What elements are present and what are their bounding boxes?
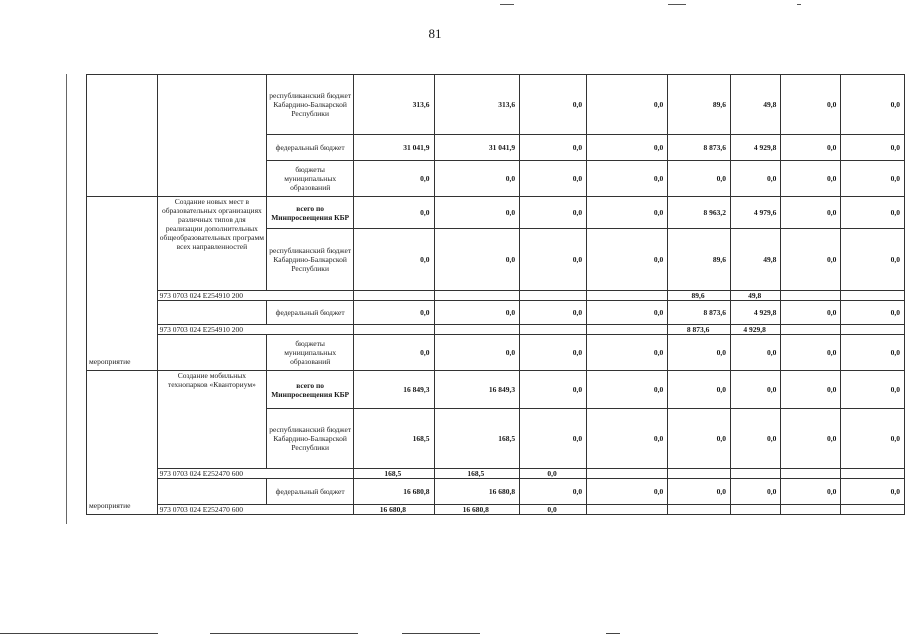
value-cell: 0,0 [841,371,905,409]
value-cell: 0,0 [781,371,841,409]
activity-label: мероприятие [87,197,158,371]
value-cell: 4 929,8 [730,301,780,325]
value-cell: 0,0 [520,161,587,197]
value-cell: 0,0 [520,229,587,291]
value-cell: 168,5 [434,469,520,479]
value-cell: 0,0 [841,197,905,229]
value-cell: 0,0 [781,75,841,135]
bottom-scan-line [402,633,480,634]
value-cell: 0,0 [781,161,841,197]
empty-cell [587,325,668,335]
value-cell: 0,0 [587,135,668,161]
value-cell: 0,0 [434,301,520,325]
page-number: 81 [428,26,442,41]
value-cell: 0,0 [781,135,841,161]
activity-label: мероприятие [87,371,158,515]
value-cell: 0,0 [781,301,841,325]
value-cell: 16 849,3 [354,371,434,409]
value-cell: 0,0 [354,161,434,197]
funding-source: республиканский бюджет Кабардино-Балкарской Республики [267,409,354,469]
value-cell: 0,0 [587,479,668,505]
value-cell: 0,0 [520,505,587,515]
funding-source: федеральный бюджет [267,301,354,325]
value-cell: 0,0 [841,335,905,371]
value-cell: 0,0 [520,479,587,505]
value-cell: 0,0 [520,197,587,229]
empty-cell [781,505,841,515]
value-cell: 0,0 [668,371,731,409]
value-cell: 89,6 [668,291,731,301]
empty-cell [668,505,731,515]
empty-cell [434,325,520,335]
activity-cell [87,75,158,197]
value-cell: 16 849,3 [434,371,520,409]
value-cell: 0,0 [354,301,434,325]
description-cell [157,75,266,197]
value-cell: 0,0 [841,409,905,469]
empty-cell [157,335,266,371]
value-cell: 0,0 [520,335,587,371]
funding-source: бюджеты муниципальных образований [267,161,354,197]
table-row [87,75,905,135]
empty-cell [354,291,434,301]
value-cell: 0,0 [520,371,587,409]
table-row [87,325,905,335]
funding-source: республиканский бюджет Кабардино-Балкарской Республики [267,75,354,135]
budget-code: 973 0703 024 E252470 600 [157,505,354,515]
value-cell: 0,0 [668,161,731,197]
value-cell: 0,0 [841,479,905,505]
top-scan-mark [500,4,514,5]
empty-cell [157,479,266,505]
value-cell: 168,5 [354,409,434,469]
top-scan-mark [797,4,801,5]
value-cell: 0,0 [354,197,434,229]
value-cell: 0,0 [587,197,668,229]
empty-cell [354,325,434,335]
table-row [87,301,905,325]
funding-source: федеральный бюджет [267,479,354,505]
value-cell: 0,0 [781,479,841,505]
empty-cell [841,291,905,301]
bottom-scan-line [0,633,158,634]
empty-cell [781,291,841,301]
value-cell: 0,0 [587,335,668,371]
value-cell: 0,0 [668,409,731,469]
value-cell: 31 041,9 [354,135,434,161]
empty-cell [668,469,731,479]
empty-cell [781,469,841,479]
empty-cell [520,325,587,335]
table-row [87,469,905,479]
value-cell: 4 929,8 [730,325,780,335]
budget-code: 973 0703 024 E252470 600 [157,469,354,479]
funding-source: всего по Минпросвещения КБР [267,197,354,229]
value-cell: 0,0 [730,371,780,409]
value-cell: 0,0 [841,229,905,291]
activity-description: Создание мобильных технопарков «Кванториум» [157,371,266,469]
value-cell: 0,0 [587,229,668,291]
value-cell: 0,0 [781,409,841,469]
value-cell: 0,0 [841,301,905,325]
value-cell: 0,0 [434,161,520,197]
value-cell: 0,0 [587,161,668,197]
empty-cell [587,291,668,301]
value-cell: 49,8 [730,75,780,135]
value-cell: 0,0 [587,409,668,469]
empty-cell [841,469,905,479]
value-cell: 49,8 [730,229,780,291]
value-cell: 89,6 [668,75,731,135]
value-cell: 0,0 [730,409,780,469]
value-cell: 31 041,9 [434,135,520,161]
value-cell: 313,6 [354,75,434,135]
table-row [87,371,905,409]
empty-cell [841,325,905,335]
value-cell: 8 873,6 [668,301,731,325]
value-cell: 16 680,8 [434,505,520,515]
value-cell: 0,0 [587,75,668,135]
value-cell: 0,0 [520,469,587,479]
value-cell: 0,0 [730,479,780,505]
table-row [87,505,905,515]
table-row [87,479,905,505]
empty-cell [587,505,668,515]
value-cell: 0,0 [841,161,905,197]
value-cell: 8 963,2 [668,197,731,229]
empty-cell [157,301,266,325]
value-cell: 313,6 [434,75,520,135]
value-cell: 4 979,6 [730,197,780,229]
value-cell: 0,0 [730,161,780,197]
value-cell: 0,0 [520,409,587,469]
value-cell: 0,0 [434,229,520,291]
empty-cell [841,505,905,515]
empty-cell [520,291,587,301]
table-row [87,291,905,301]
value-cell: 0,0 [668,479,731,505]
value-cell: 16 680,8 [354,479,434,505]
table-row [87,197,905,229]
value-cell: 0,0 [781,229,841,291]
bottom-scan-line [210,633,358,634]
value-cell: 89,6 [668,229,731,291]
budget-code: 973 0703 024 E254910 200 [157,291,354,301]
value-cell: 0,0 [781,197,841,229]
value-cell: 4 929,8 [730,135,780,161]
value-cell: 0,0 [354,229,434,291]
value-cell: 0,0 [781,335,841,371]
value-cell: 0,0 [434,335,520,371]
value-cell: 0,0 [587,301,668,325]
value-cell: 0,0 [520,75,587,135]
budget-table [86,74,905,515]
empty-cell [730,505,780,515]
budget-code: 973 0703 024 E254910 200 [157,325,354,335]
empty-cell [781,325,841,335]
top-scan-mark [668,4,686,5]
empty-cell [730,469,780,479]
value-cell: 0,0 [587,371,668,409]
value-cell: 0,0 [354,335,434,371]
funding-source: всего по Минпросвещения КБР [267,371,354,409]
funding-source: федеральный бюджет [267,135,354,161]
activity-description: Создание новых мест в образовательных организациях различных типов для реализации дополнительных общеобразовательных программ всех направленностей [157,197,266,291]
funding-source: бюджеты муниципальных образований [267,335,354,371]
empty-cell [434,291,520,301]
value-cell: 0,0 [434,197,520,229]
value-cell: 0,0 [520,301,587,325]
value-cell: 168,5 [434,409,520,469]
value-cell: 168,5 [354,469,434,479]
value-cell: 0,0 [841,75,905,135]
left-margin-line [66,74,67,524]
value-cell: 16 680,8 [354,505,434,515]
value-cell: 8 873,6 [668,325,731,335]
value-cell: 49,8 [730,291,780,301]
value-cell: 0,0 [841,135,905,161]
value-cell: 16 680,8 [434,479,520,505]
value-cell: 0,0 [730,335,780,371]
bottom-scan-line [606,633,620,634]
funding-source: республиканский бюджет Кабардино-Балкарской Республики [267,229,354,291]
empty-cell [587,469,668,479]
value-cell: 8 873,6 [668,135,731,161]
value-cell: 0,0 [520,135,587,161]
value-cell: 0,0 [668,335,731,371]
table-row [87,335,905,371]
